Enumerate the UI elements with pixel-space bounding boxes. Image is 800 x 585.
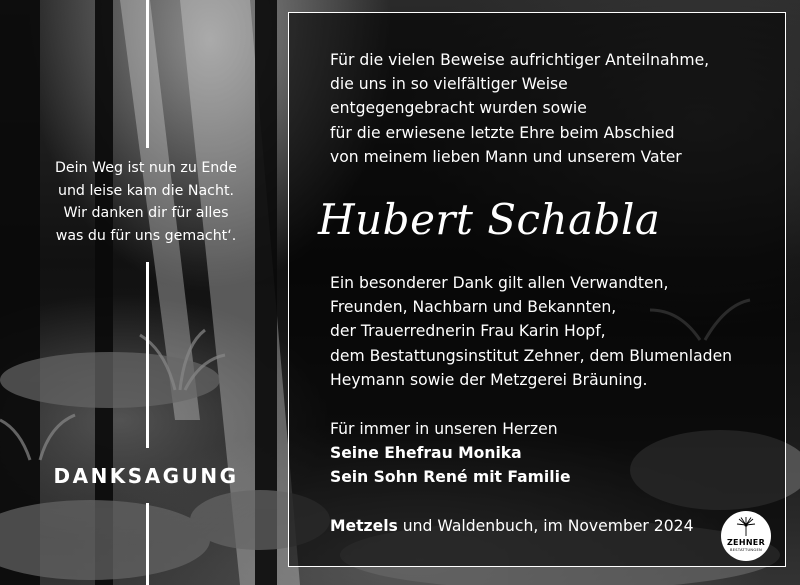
- logo-title: ZEHNER: [726, 538, 766, 547]
- dandelion-icon: [736, 516, 756, 536]
- intro-line: für die erwiesene letzte Ehre beim Abschied: [330, 123, 675, 142]
- signatory-wife: Seine Ehefrau Monika: [330, 444, 522, 463]
- thanks-line: Freunden, Nachbarn und Bekannten,: [330, 298, 617, 317]
- intro-line: Für die vielen Beweise aufrichtiger Anteilnahme,: [330, 51, 710, 69]
- divider-line-middle: [146, 262, 149, 448]
- divider-line-top: [146, 0, 149, 148]
- zehner-logo: [721, 511, 771, 561]
- thanks-line: Heymann sowie der Metzgerei Bräuning.: [330, 370, 648, 389]
- logo-subtitle: BESTATTUNGEN: [729, 548, 763, 552]
- divider-line-bottom: [146, 503, 149, 585]
- poem-line: Wir danken dir für alles: [63, 205, 229, 221]
- place-date-rest: und Waldenbuch, im November 2024: [397, 517, 694, 535]
- thanks-paragraph: [330, 271, 732, 392]
- poem-line: und leise kam die Nacht.: [57, 182, 235, 199]
- closing-line: Für immer in unseren Herzen: [330, 420, 558, 438]
- memorial-poem: [40, 157, 252, 247]
- thanks-line: der Trauerrednerin Frau Karin Hopf,: [330, 322, 606, 341]
- place-date: [330, 514, 694, 538]
- heading-danksagung: DANKSAGUNG: [53, 464, 239, 488]
- signatory-son: Sein Sohn René mit Familie: [330, 468, 571, 487]
- intro-line: entgegengebracht wurden sowie: [330, 99, 587, 118]
- intro-line: von meinem lieben Mann und unserem Vater: [330, 147, 682, 166]
- place-name: Metzels: [330, 517, 398, 535]
- thanks-line: dem Bestattungsinstitut Zehner, dem Blumenladen: [330, 346, 733, 365]
- deceased-name: Hubert Schabla: [318, 195, 661, 244]
- closing-signature: [330, 417, 571, 490]
- poem-line: Dein Weg ist nun zu Ende: [54, 160, 238, 176]
- intro-paragraph: [330, 48, 709, 169]
- thanks-line: Ein besonderer Dank gilt allen Verwandten,: [330, 274, 669, 292]
- intro-line: die uns in so vielfältiger Weise: [330, 75, 568, 94]
- poem-line: was du für uns gemacht‘.: [55, 227, 237, 244]
